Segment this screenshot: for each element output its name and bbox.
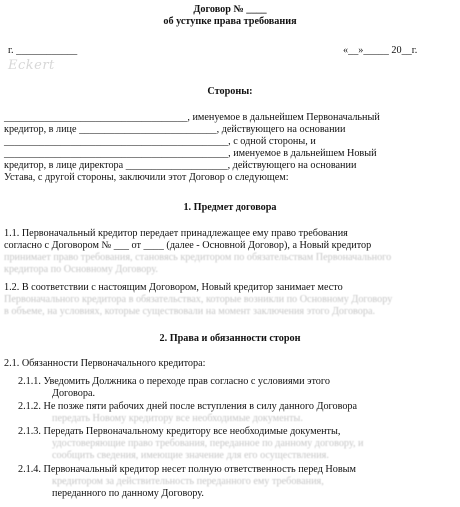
clause-line: 2.1.4. Первоначальный кредитор несет полную ответственность перед Новым [18, 464, 356, 475]
section2-heading: 2. Права и обязанности сторон [159, 333, 301, 344]
clause-line: 1.2. В соответствии с настоящим Договором, Новый кредитор занимает место [4, 282, 343, 293]
clause-line: 2.1.2. Не позже пяти рабочих дней после вступления в силу данного Договора [18, 401, 358, 412]
city-field: г. ____________ [8, 45, 78, 56]
parties-line: Устава, с другой стороны, заключили этот Договор о следующем: [4, 172, 289, 183]
clause-line-faded: передать Новому кредитору все необходимые документы. [52, 413, 303, 424]
clause-line-faded: в объеме, на условиях, которые существовали на момент заключения этого Договора. [4, 306, 376, 317]
clause-line: согласно с Договором № ___ от ____ (далее - Основной Договор), а Новый кредитор [4, 240, 372, 251]
clause-line: Договора. [52, 388, 96, 399]
contract-subtitle: об уступке права требования [163, 16, 297, 27]
clause-line: 2.1. Обязанности Первоначального кредитора: [4, 358, 206, 369]
clause-line-faded: кредитором за действительность переданного ему требования, [52, 476, 324, 487]
clause-line: 1.1. Первоначальный кредитор передает принадлежащее ему право требования [4, 228, 348, 239]
clause-line-faded: кредитора по Основному Договору. [4, 264, 158, 275]
clause-line-faded: сообщить сведения, имеющие значение для его осуществления. [52, 450, 329, 461]
date-field: «__»_____ 20__г. [343, 45, 418, 56]
clause-line-faded: Первоначального кредитора в обязательствах, которые возникли по Основному Договору [4, 294, 393, 305]
clause-line-faded: принимает право требования, становясь кредитором по обязательствам Первоначального [4, 252, 392, 263]
clause-line-faded: удостоверяющие право требования, переданное по данному договору, и [52, 438, 364, 449]
parties-line: ____________________________________________, с одной стороны, и [4, 136, 316, 147]
parties-line: ____________________________________________, именуемое в дальнейшем Новый [4, 148, 377, 159]
section1-heading: 1. Предмет договора [183, 202, 277, 213]
watermark-logo: Eckert [8, 58, 55, 73]
parties-line: ____________________________________, именуемое в дальнейшем Первоначальный [4, 112, 380, 123]
parties-line: кредитор, в лице директора ____________________, действующего на основании [4, 160, 357, 171]
parties-line: кредитор, в лице ___________________________, действующего на основании [4, 124, 346, 135]
parties-heading: Стороны: [207, 86, 253, 97]
contract-title: Договор № ____ [193, 4, 267, 15]
clause-line: переданного по данному Договору. [52, 488, 204, 499]
clause-line: 2.1.3. Передать Первоначальному кредитору все необходимые документы, [18, 426, 341, 437]
clause-line: 2.1.1. Уведомить Должника о переходе прав согласно с условиями этого [18, 376, 330, 387]
